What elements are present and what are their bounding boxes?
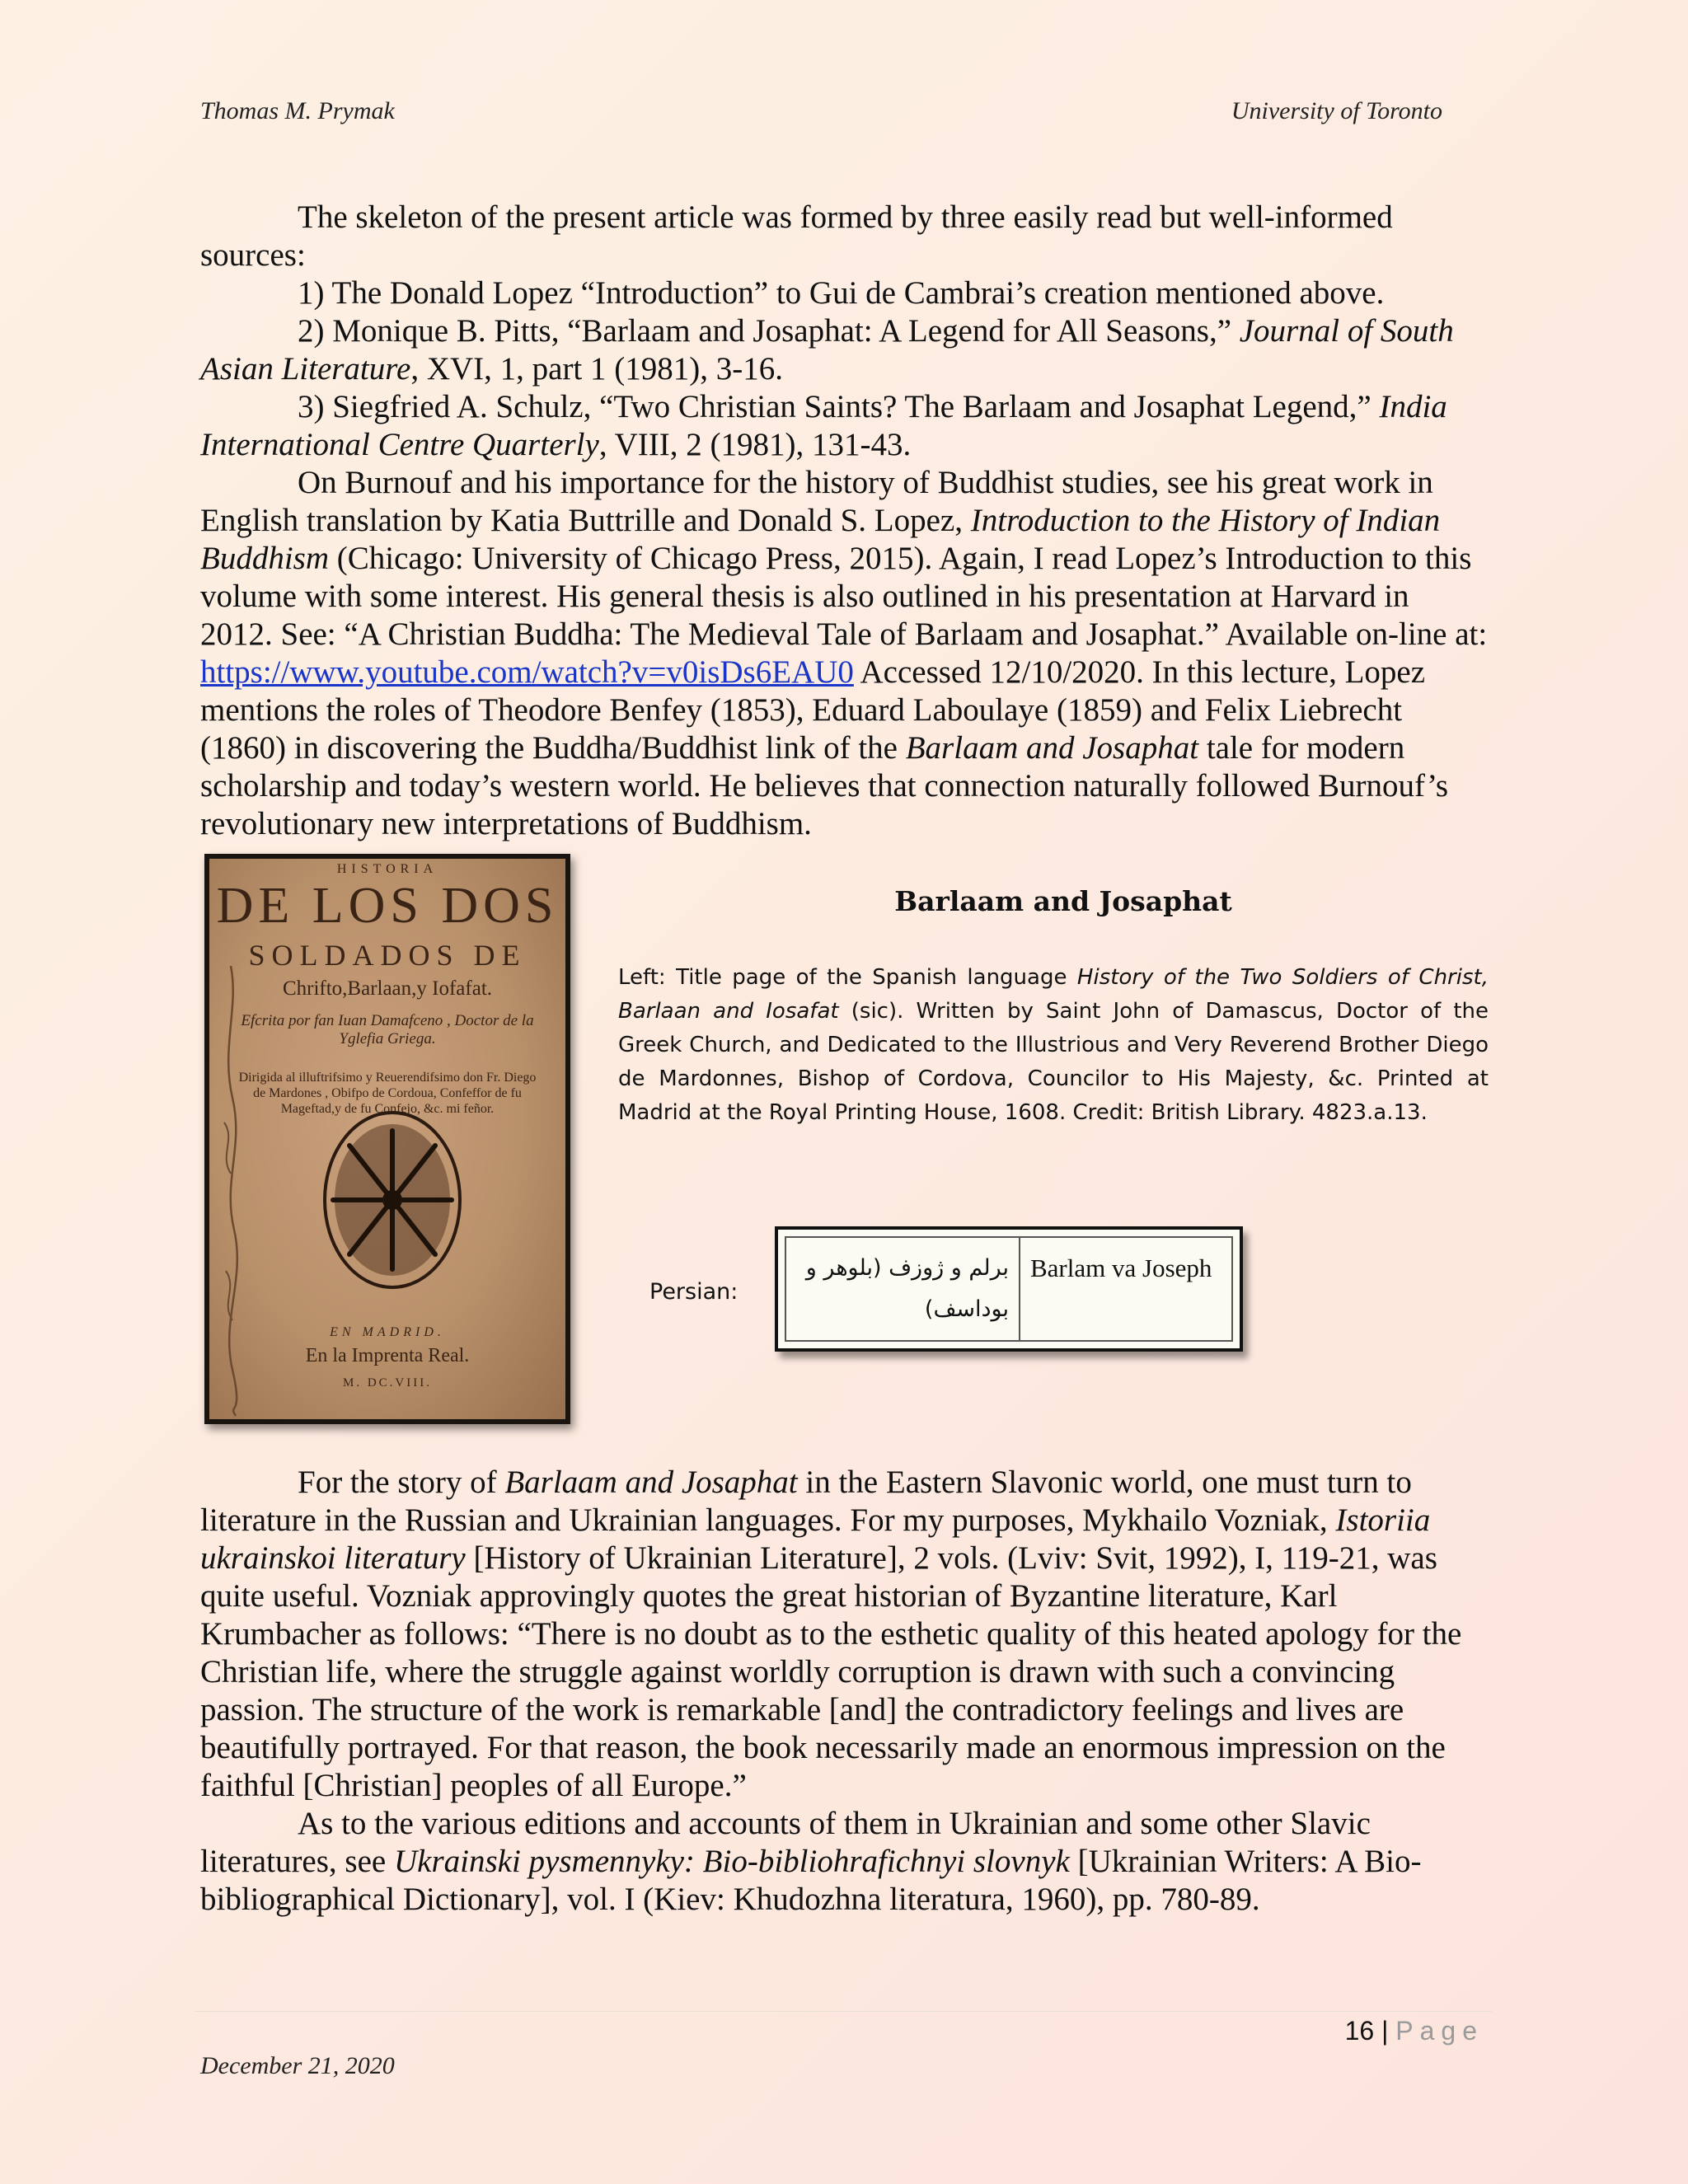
youtube-link[interactable]: https://www.youtube.com/watch?v=v0isDs6EAU0 xyxy=(200,654,854,690)
persian-label: Persian: xyxy=(649,1279,738,1305)
persian-name-table xyxy=(775,1226,1243,1352)
header-institution: University of Toronto xyxy=(1231,97,1442,124)
book-title-page-image: HISTORIA DE LOS DOS SOLDADOS DE Chrifto,Barlaan,y Iofafat. Efcrita por fan Iuan Damafceno , Doctor de la Yglefia Griega. Dirigida al illuftrifsimo y Reuerendifsimo don Fr. Diego de Mardones , Obifpo de Cordoua, Confeffor de fu Mageftad,y de fu Confejo, &c. mi feñor. EN MADRID. En la Imprenta Real. M. DC.VIII. xyxy=(204,854,570,1424)
body-block-1 xyxy=(200,199,1488,843)
footer-date: December 21, 2020 xyxy=(200,2052,395,2079)
figure-caption: Left: Title page of the Spanish language History of the Two Soldiers of Christ, Barlaan and Iosafat (sic). Written by Saint John of Damascus, Doctor of the Greek Church, and Dedicated to the Illustrious and Very Reverend Brother Diego de Mardonnes, Bishop of Cordova, Councilor to His Majesty, &c. Printed at Madrid at the Royal Printing House, 1608. Credit: British Library. 4823.a.13. xyxy=(618,965,1489,1125)
paragraph: As to the various editions and accounts of them in Ukrainian and some other Slavic literatures, see Ukrainski pysmennyky: Bio-bibliohrafichnyi slovnyk [Ukrainian Writers: A Bio-bibliographical Dictionary], vol. I (Kiev: Khudozhna literatura, 1960), pp. 780-89. xyxy=(200,1806,1422,1917)
paragraph: 3) Siegfried A. Schulz, “Two Christian Saints? The Barlaam and Josaphat Legend,” India International Centre Quarterly, VIII, 2 (1981), 131-43. xyxy=(200,389,1447,462)
footer-divider xyxy=(195,2011,1492,2012)
header-author: Thomas M. Prymak xyxy=(200,97,395,124)
page-number: 16 | Page xyxy=(1344,2016,1484,2046)
paragraph: 2) Monique B. Pitts, “Barlaam and Josaphat: A Legend for All Seasons,” Journal of South Asian Literature, XVI, 1, part 1 (1981), 3-16. xyxy=(200,313,1454,387)
paragraph: The skeleton of the present article was formed by three easily read but well-informed sources: xyxy=(200,199,1393,273)
paragraph: For the story of Barlaam and Josaphat in the Eastern Slavonic world, one must turn to literature in the Russian and Ukrainian languages. For my purposes, Mykhailo Vozniak, Istoriia ukrainskoi literatury [History of Ukrainian Literature], 2 vols. (Lviv: Svit, 1992), I, 119-21, was quite useful. Vozniak approvingly quotes the great historian of Byzantine literature, Karl Krumbacher as follows: “There is no doubt as to the esthetic quality of this heated apology for the Christian life, where the struggle against worldly corruption is drawn with such a convincing passion. The structure of the work is remarkable [and] the contradictory feelings and lives are beautifully portrayed. For that reason, the book necessarily made an enormous impression on the faithful [Christian] peoples of all Europe.” xyxy=(200,1465,1462,1803)
body-block-2 xyxy=(200,1464,1488,1919)
figure-title: Barlaam and Josaphat xyxy=(894,885,1232,917)
transliteration-cell: Barlam va Joseph xyxy=(1030,1254,1212,1282)
paragraph: 1) The Donald Lopez “Introduction” to Gui de Cambrai’s creation mentioned above. xyxy=(298,275,1385,311)
printer-emblem-icon xyxy=(321,1108,463,1292)
paragraph: On Burnouf and his importance for the history of Buddhist studies, see his great work in English translation by Katia Buttrille and Donald S. Lopez, Introduction to the History of Indian Buddhism (Chicago: University of Chicago Press, 2015). Again, I read Lopez’s Introduction to this volume with some interest. His general thesis is also outlined in his presentation at Harvard in 2012. See: “A Christian Buddha: The Medieval Tale of Barlaam and Josaphat.” Available on-line at: https://www.youtube.com/watch?v=v0isDs6EAU0 Accessed 12/10/2020. In this lecture, Lopez mentions the roles of Theodore Benfey (1853), Eduard Laboulaye (1859) and Felix Liebrecht (1860) in discovering the Buddha/Buddhist link of the Barlaam and Josaphat tale for modern scholarship and today’s western world. He believes that connection naturally followed Burnouf’s revolutionary new interpretations of Buddhism. xyxy=(200,465,1488,841)
handwritten-signature xyxy=(214,958,247,1419)
persian-name-cell: برلم و ژوزف (بلوهر و بوداسف) xyxy=(786,1238,1020,1340)
